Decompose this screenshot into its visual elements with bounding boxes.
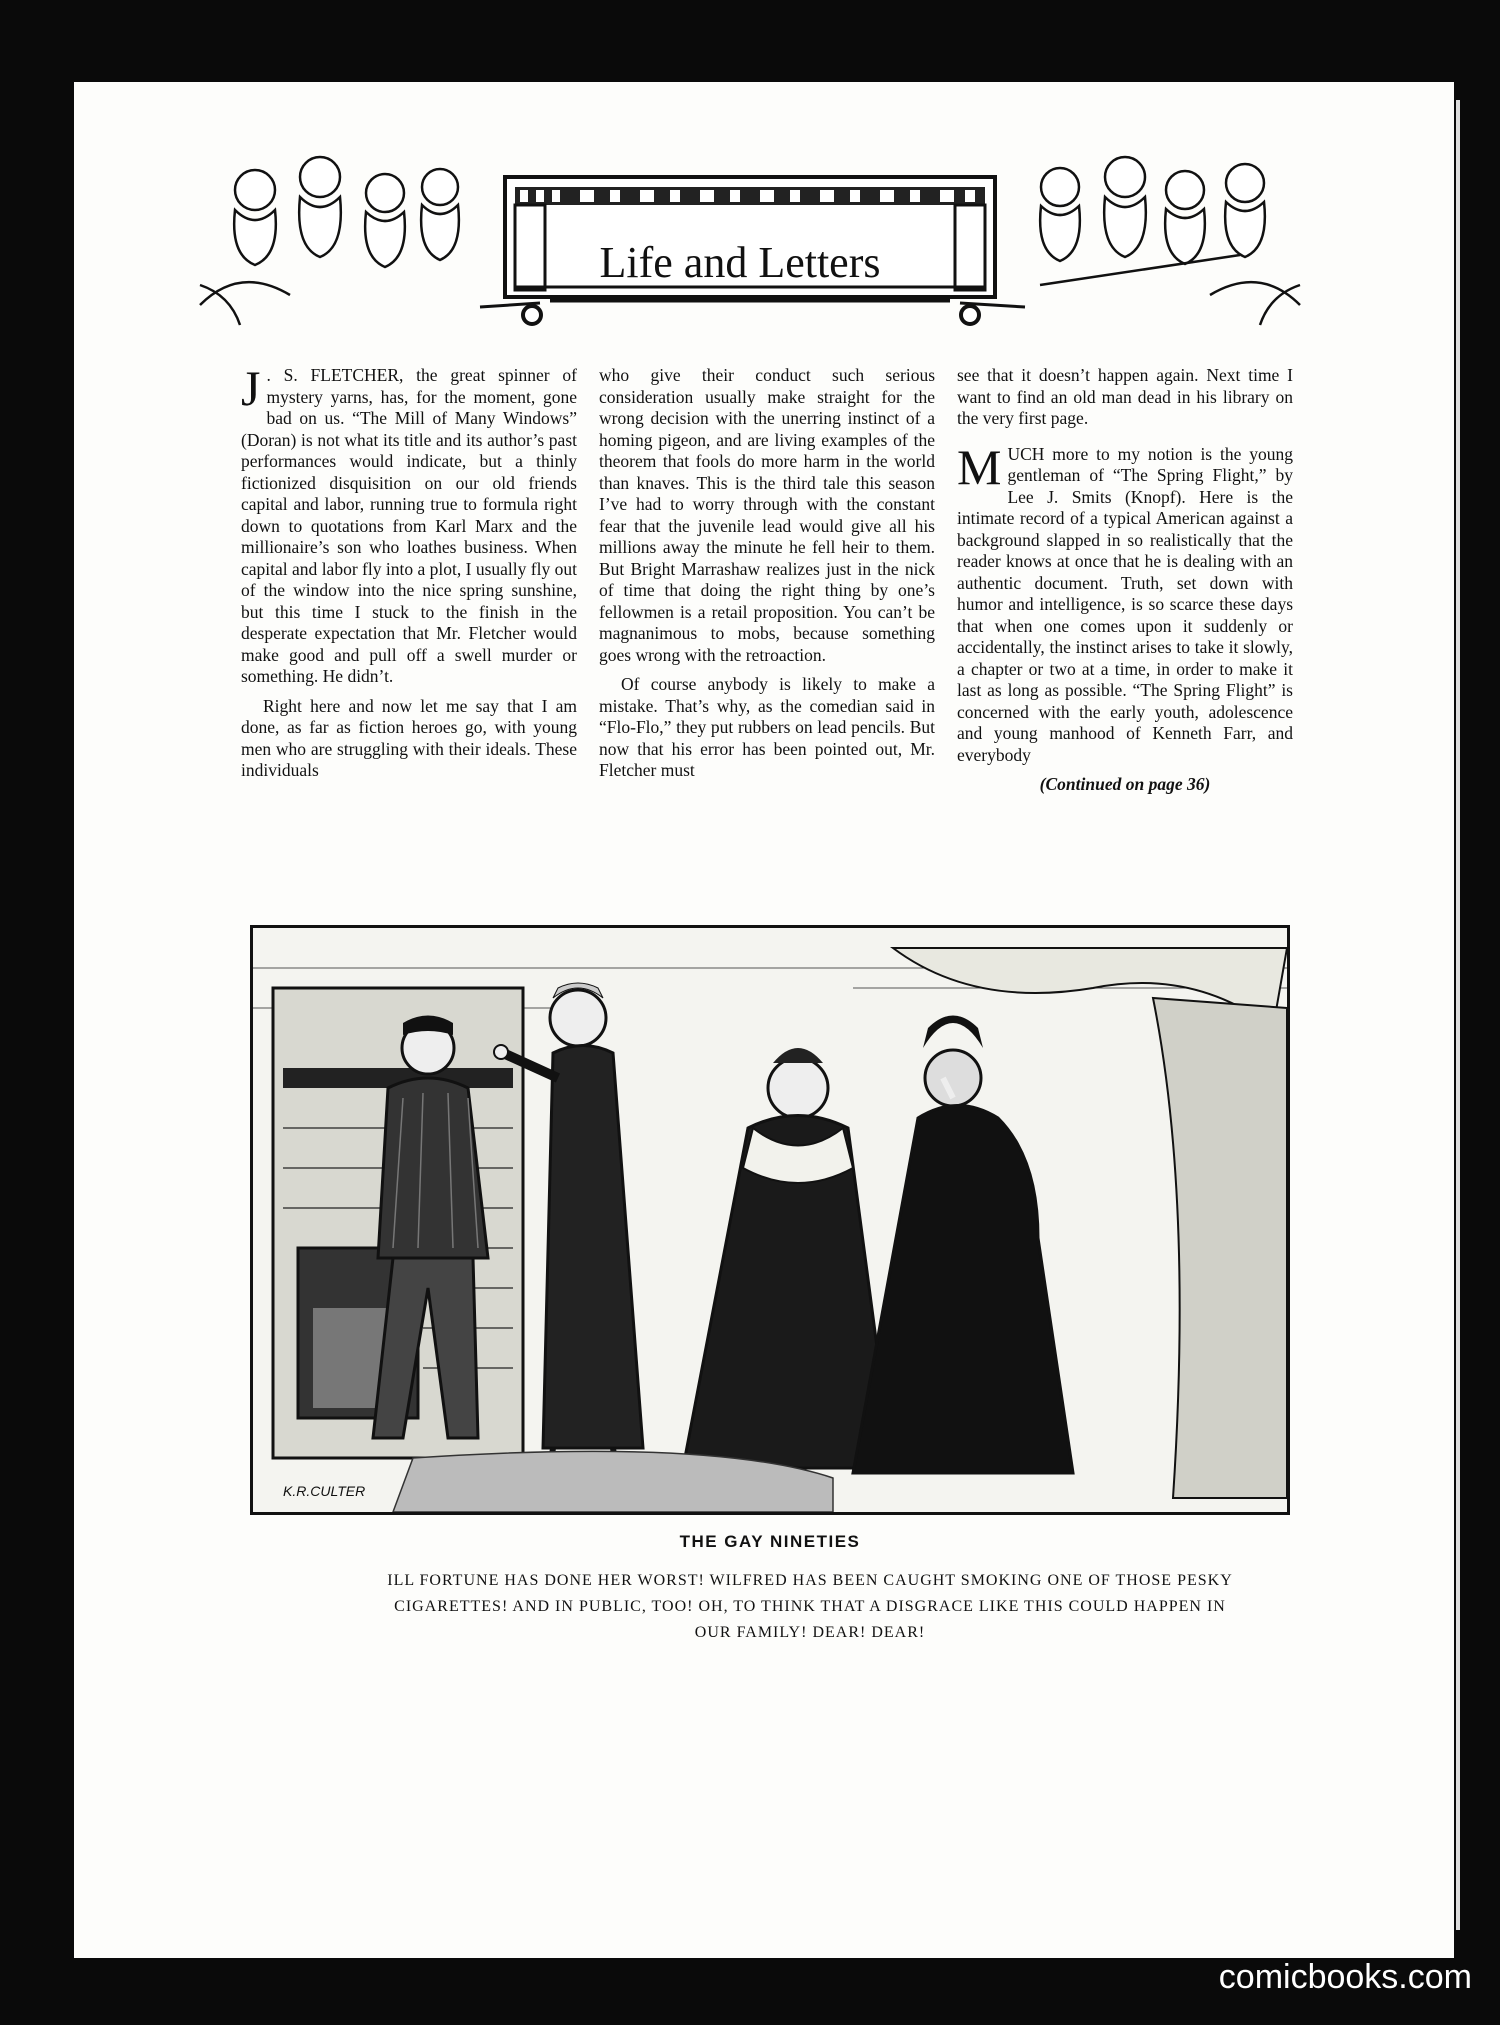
caption-text: ILL FORTUNE HAS DONE HER WORST! WILFRED HAS BEEN CAUGHT SMOKING ONE OF THOSE PESKY CIGARETTES! AND IN PUBLIC, TOO! OH, TO THINK THAT A DISGRACE LIKE THIS COULD HAPPEN IN OUR FAMILY! DEAR! DEAR!: [387, 1572, 1233, 1641]
article-column-2: [599, 365, 935, 895]
cartoon-drawing: [253, 928, 1287, 1512]
page-spine: [1456, 100, 1460, 1930]
article-paragraph: MUCH more to my notion is the young gentleman of “The Spring Flight,” by Lee J. Smits (Knopf). Here is the intimate record of a typical American against a background slapped in so realistically that the reader knows at once that he is dealing with an authentic document. Truth, set down with humor and intelligence, is so scarce these days that when one comes upon it suddenly or accidentally, the instinct arises to take it slowly, a chapter or two at a time, in order to make it last as long as possible. “The Spring Flight” is concerned with the early youth, adolescence and young manhood of Kenneth Farr, and everybody: [957, 438, 1293, 765]
section-title: Life and Letters: [599, 238, 881, 287]
caption-title: THE GAY NINETIES: [679, 1532, 861, 1551]
cartoon-illustration: [250, 925, 1290, 1515]
continued-note: (Continued on page 36): [1039, 774, 1211, 794]
article-paragraph: Of course anybody is likely to make a mistake. That’s why, as the comedian said in “Flo-Flo,” they put rubbers on lead pencils. But now that his error has been pointed out, Mr. Fletcher must: [599, 674, 935, 780]
article-paragraph: see that it doesn’t happen again. Next time I want to find an old man dead in his library on the very first page.: [957, 365, 1293, 428]
seated-woman-figure-1: [683, 1048, 893, 1468]
watermark: comicbooks.com: [1218, 1958, 1472, 1996]
article-paragraph: who give their conduct such serious consideration usually make straight for the wrong decision with the unerring instinct of a homing pigeon, and are living examples of the theorem that fools do more harm in the world than knaves. This is the third tale this season I’ve had to worry through with the constant fear that the juvenile lead would give all his millions away the minute he fell heir to them. But Bright Marrashaw realizes just in the nick of time that doing the right thing by one’s fellowmen is a retail proposition. You can’t be magnanimous to mobs, because something goes wrong with the retroaction.: [599, 365, 935, 665]
drop-cap: J: [241, 365, 261, 416]
article-paragraph: J . S. FLETCHER, the great spinner of mystery yarns, has, for the moment, gone bad on us. “The Mill of Many Windows” (Doran) is not what its title and its author’s past performances would indicate, but a thinly fictionized disquisition on our old friends capital and labor, running true to formula right down to quotations from Karl Marx and the millionaire’s son who loathes business. When capital and labor fly into a plot, I usually fly out of the window into the nice spring sunshine, but this time I stuck to the finish in the desperate expectation that Mr. Fletcher would make good and pull off a swell murder or something. He didn’t.: [241, 365, 577, 686]
artist-signature: K.R.CULTER: [283, 1483, 366, 1499]
drop-cap: M: [957, 438, 1002, 495]
article-column-1: [241, 365, 577, 895]
seated-woman-figure-2: [853, 1016, 1073, 1474]
article-paragraph: Right here and now let me say that I am done, as far as fiction heroes go, with young men who are struggling with their ideals. These individuals: [241, 695, 577, 780]
article-body: [241, 365, 1295, 895]
article-column-3: [957, 365, 1293, 895]
